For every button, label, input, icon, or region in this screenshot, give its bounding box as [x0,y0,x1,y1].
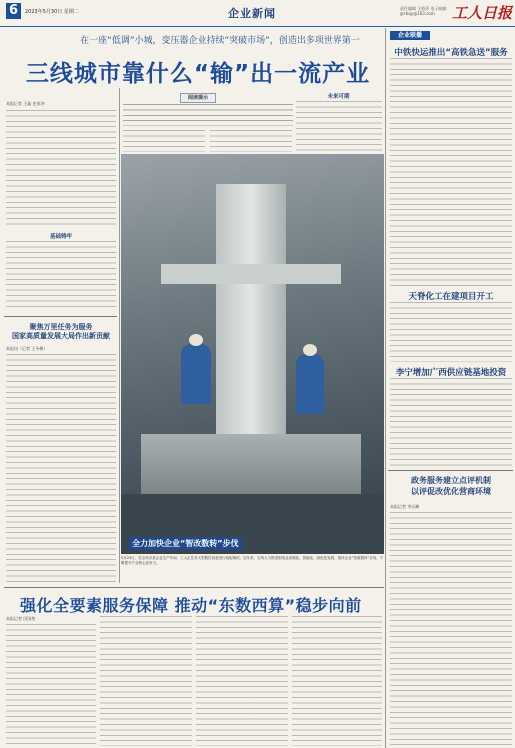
reading-tips-badge: 阅读提示 [180,93,216,103]
right-headline-2: 天脊化工在建项目开工 [408,292,494,302]
reading-tips-text [123,104,293,126]
article-text [390,58,512,286]
subhead-foundation: 基础铸牢 [49,234,72,240]
right-headline-3: 李宁增加广西供应链基地投资 [395,368,507,378]
right-headline-4: 政务服务建立点评机制 以评促改优化营商环境 [411,476,491,496]
section-divider [388,470,513,471]
issue-date: 2023年5月30日 星期二 [25,9,79,15]
section-divider [4,316,117,317]
article-text [100,616,192,746]
article-text [196,616,288,746]
column-divider [119,88,120,583]
column-divider [385,28,386,748]
right-headline-1: 中铁快运推出“高铁急送”服务 [394,48,508,58]
paper-logo: 工人日报 [452,4,513,22]
article-text [296,101,382,153]
article-text [6,624,96,746]
article-text [123,130,205,152]
photo-label: 全力加快企业“智改数转”步伐 [129,537,242,550]
article-text [390,512,512,746]
article-text [6,354,116,582]
subhead-future: 未来可期 [327,94,350,100]
page-number: 6 [6,3,21,19]
bottom-byline: 本报记者 田国垒 [6,616,36,621]
article-text [390,378,512,466]
photo-caption: 5月25日，在宝鸡市某企业生产车间，工人正在对大型数控设备进行装配调试。近年来，宝鸡大力推进制造业高端化、智能化、绿色化发展，加快企业“智改数转”步伐，不断提升产业核心竞争力。 [121,556,384,565]
left-story-headline: 聚焦万里任务为服务 国家高质量发展大局作出新贡献 [12,323,110,340]
article-text [210,130,292,152]
article-text [292,616,382,746]
editor-contact: 责任编辑 王娇萍 电子邮箱 grrbqy@163.com [400,6,447,16]
right-byline-4: 本报记者 李运峰 [390,504,420,509]
section-title: 企业新闻 [228,7,276,20]
main-byline: 本报记者 王鑫 史家冲 [6,101,45,106]
factory-photo [121,154,384,554]
main-headline: 三线城市靠什么“输”出一流产业 [25,61,371,87]
left-story-byline: 本报讯（记者 王冬梅） [6,346,48,351]
article-text [6,110,116,228]
section-divider [4,587,384,588]
enterprise-news-label: 企业联播 [390,31,430,40]
bottom-headline: 强化全要素服务保障 推动“东数西算”稳步向前 [20,596,362,615]
article-text [6,241,116,311]
main-intro-line: 在一座“低调”小城，变压器企业持续“突破市场”，创造出多项世界第一 [80,36,360,46]
article-text [390,302,512,362]
